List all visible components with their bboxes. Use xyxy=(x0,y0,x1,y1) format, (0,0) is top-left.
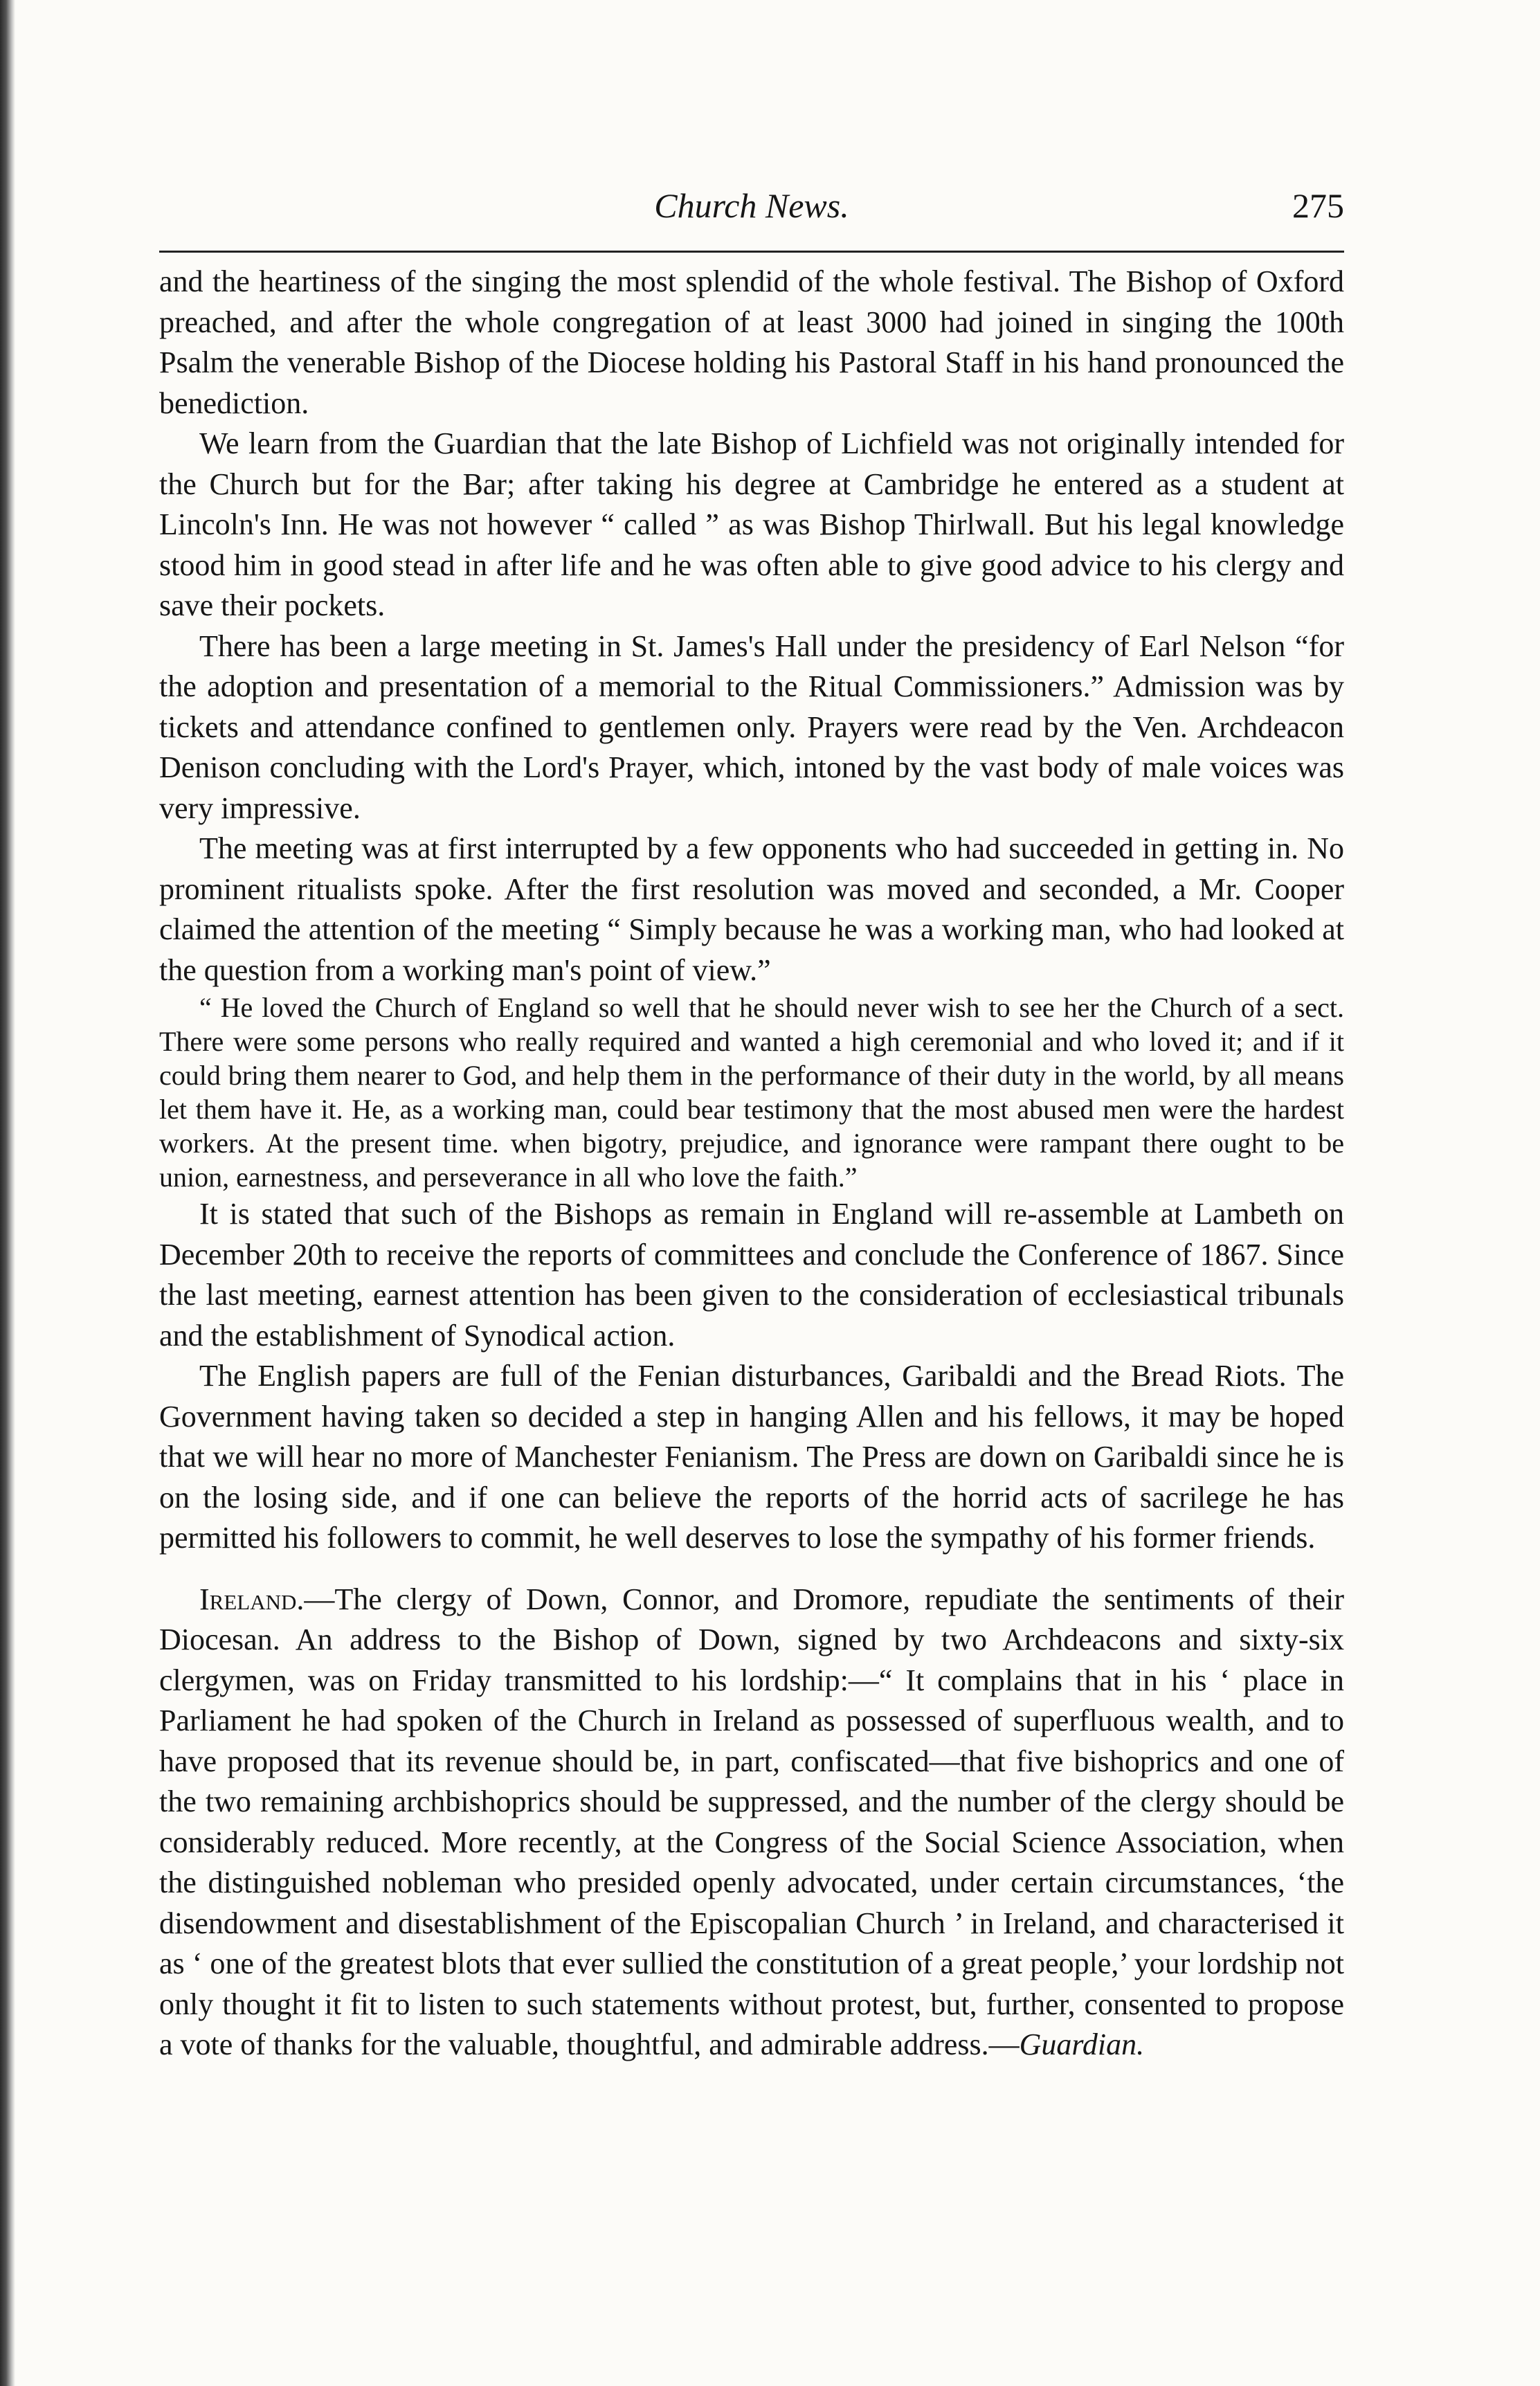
page-number: 275 xyxy=(1292,186,1344,225)
paragraph-quotation: “ He loved the Church of England so well that he should never wish to see her the Church of a sect. There were some persons who really required and wanted a high ceremonial and who loved it; and if it could bring them nearer to God, and help them in the performance of their duty in the world, by all means let them have it. He, as a working man, could bear testimony that the most abused men were the hardest workers. At the present time. when bigotry, prejudice, and ignorance were rampant there ought to be union, earnestness, and perseverance in all who love the faith.” xyxy=(159,992,1344,1193)
paragraph-english-papers: The English papers are full of the Fenian disturbances, Garibaldi and the Bread Riots. The Government having taken so decided a step in hanging Allen and his fellows, it may be hoped that we will hear no more of Manchester Fenianism. The Press are down on Garibaldi since he is on the losing side, and if one can believe the reports of the horrid acts of sacrilege he has permitted his followers to commit, he well deserves to lose the sympathy of his former friends. xyxy=(159,1359,1344,1555)
page-header xyxy=(159,181,1344,230)
binding-edge xyxy=(0,0,15,2386)
paragraph-lichfield: We learn from the Guardian that the late Bishop of Lichfield was not originally intended for the Church but for the Bar; after taking his degree at Cambridge he entered as a student at Lincoln's Inn. He was not however “ called ” as was Bishop Thirlwall. But his legal knowledge stood him in good stead in after life and he was often able to give good advice to his clergy and save their pockets. xyxy=(159,426,1344,622)
section-lead-ireland: Ireland. xyxy=(199,1582,305,1616)
ireland-text: —The clergy of Down, Connor, and Dromore, repudiate the sentiments of their Diocesan. An address to the Bishop of Down, signed by two Archdeacons and sixty-six clergymen, was on Friday transmitted to his lordship:—“ It complains that in his ‘ place in Parliament he had spoken of the Church in Ireland as possessed of superfluous wealth, and to have proposed that its revenue should be, in part, confiscated—that five bishoprics and one of the two remaining archbishoprics should be suppressed, and the number of the clergy should be considerably reduced. More recently, at the Congress of the Social Science Association, when the distinguished nobleman who presided openly advocated, under certain circumstances, ‘the disendowment and disestablishment of the Episcopalian Church ’ in Ireland, and characterised it as ‘ one of the greatest blots that ever sullied the constitution of a great people,’ your lordship not only thought it fit to listen to such statements without protest, but, further, consented to propose a vote of thanks for the valuable, thoughtful, and admirable address.— xyxy=(159,1582,1344,2061)
article-body xyxy=(159,262,1344,2066)
paragraph-meeting: The meeting was at first interrupted by a few opponents who had succeeded in getting in. No prominent ritualists spoke. After the first resolution was moved and seconded, a Mr. Cooper claimed the attention of the meeting “ Simply because he was a working man, who had looked at the question from a working man's point of view.” xyxy=(159,831,1344,987)
paragraph-st-james-hall: There has been a large meeting in St. James's Hall under the presidency of Earl Nelson “for the adoption and presentation of a memorial to the Ritual Commissioners.” Admission was by tickets and attendance confined to gentlemen only. Prayers were read by the Ven. Archdeacon Denison concluding with the Lord's Prayer, which, intoned by the vast body of male voices was very impressive. xyxy=(159,629,1344,825)
source-citation: Guardian. xyxy=(1019,2027,1145,2061)
paragraph-lambeth: It is stated that such of the Bishops as remain in England will re-assemble at Lambeth on December 20th to receive the reports of committees and conclude the Conference of 1867. Since the last meeting, earnest attention has been given to the consideration of ecclesiastical tribunals and the establishment of Synodical action. xyxy=(159,1197,1344,1353)
running-title: Church News. xyxy=(654,186,849,225)
header-rule xyxy=(159,251,1344,253)
paragraph-festival: and the heartiness of the singing the most splendid of the whole festival. The Bishop of Oxford preached, and after the whole congregation of at least 3000 had joined in singing the 100th Psalm the venerable Bishop of the Diocese holding his Pastoral Staff in his hand pronounced the benediction. xyxy=(159,264,1344,420)
paragraph-ireland xyxy=(159,1580,1344,2066)
